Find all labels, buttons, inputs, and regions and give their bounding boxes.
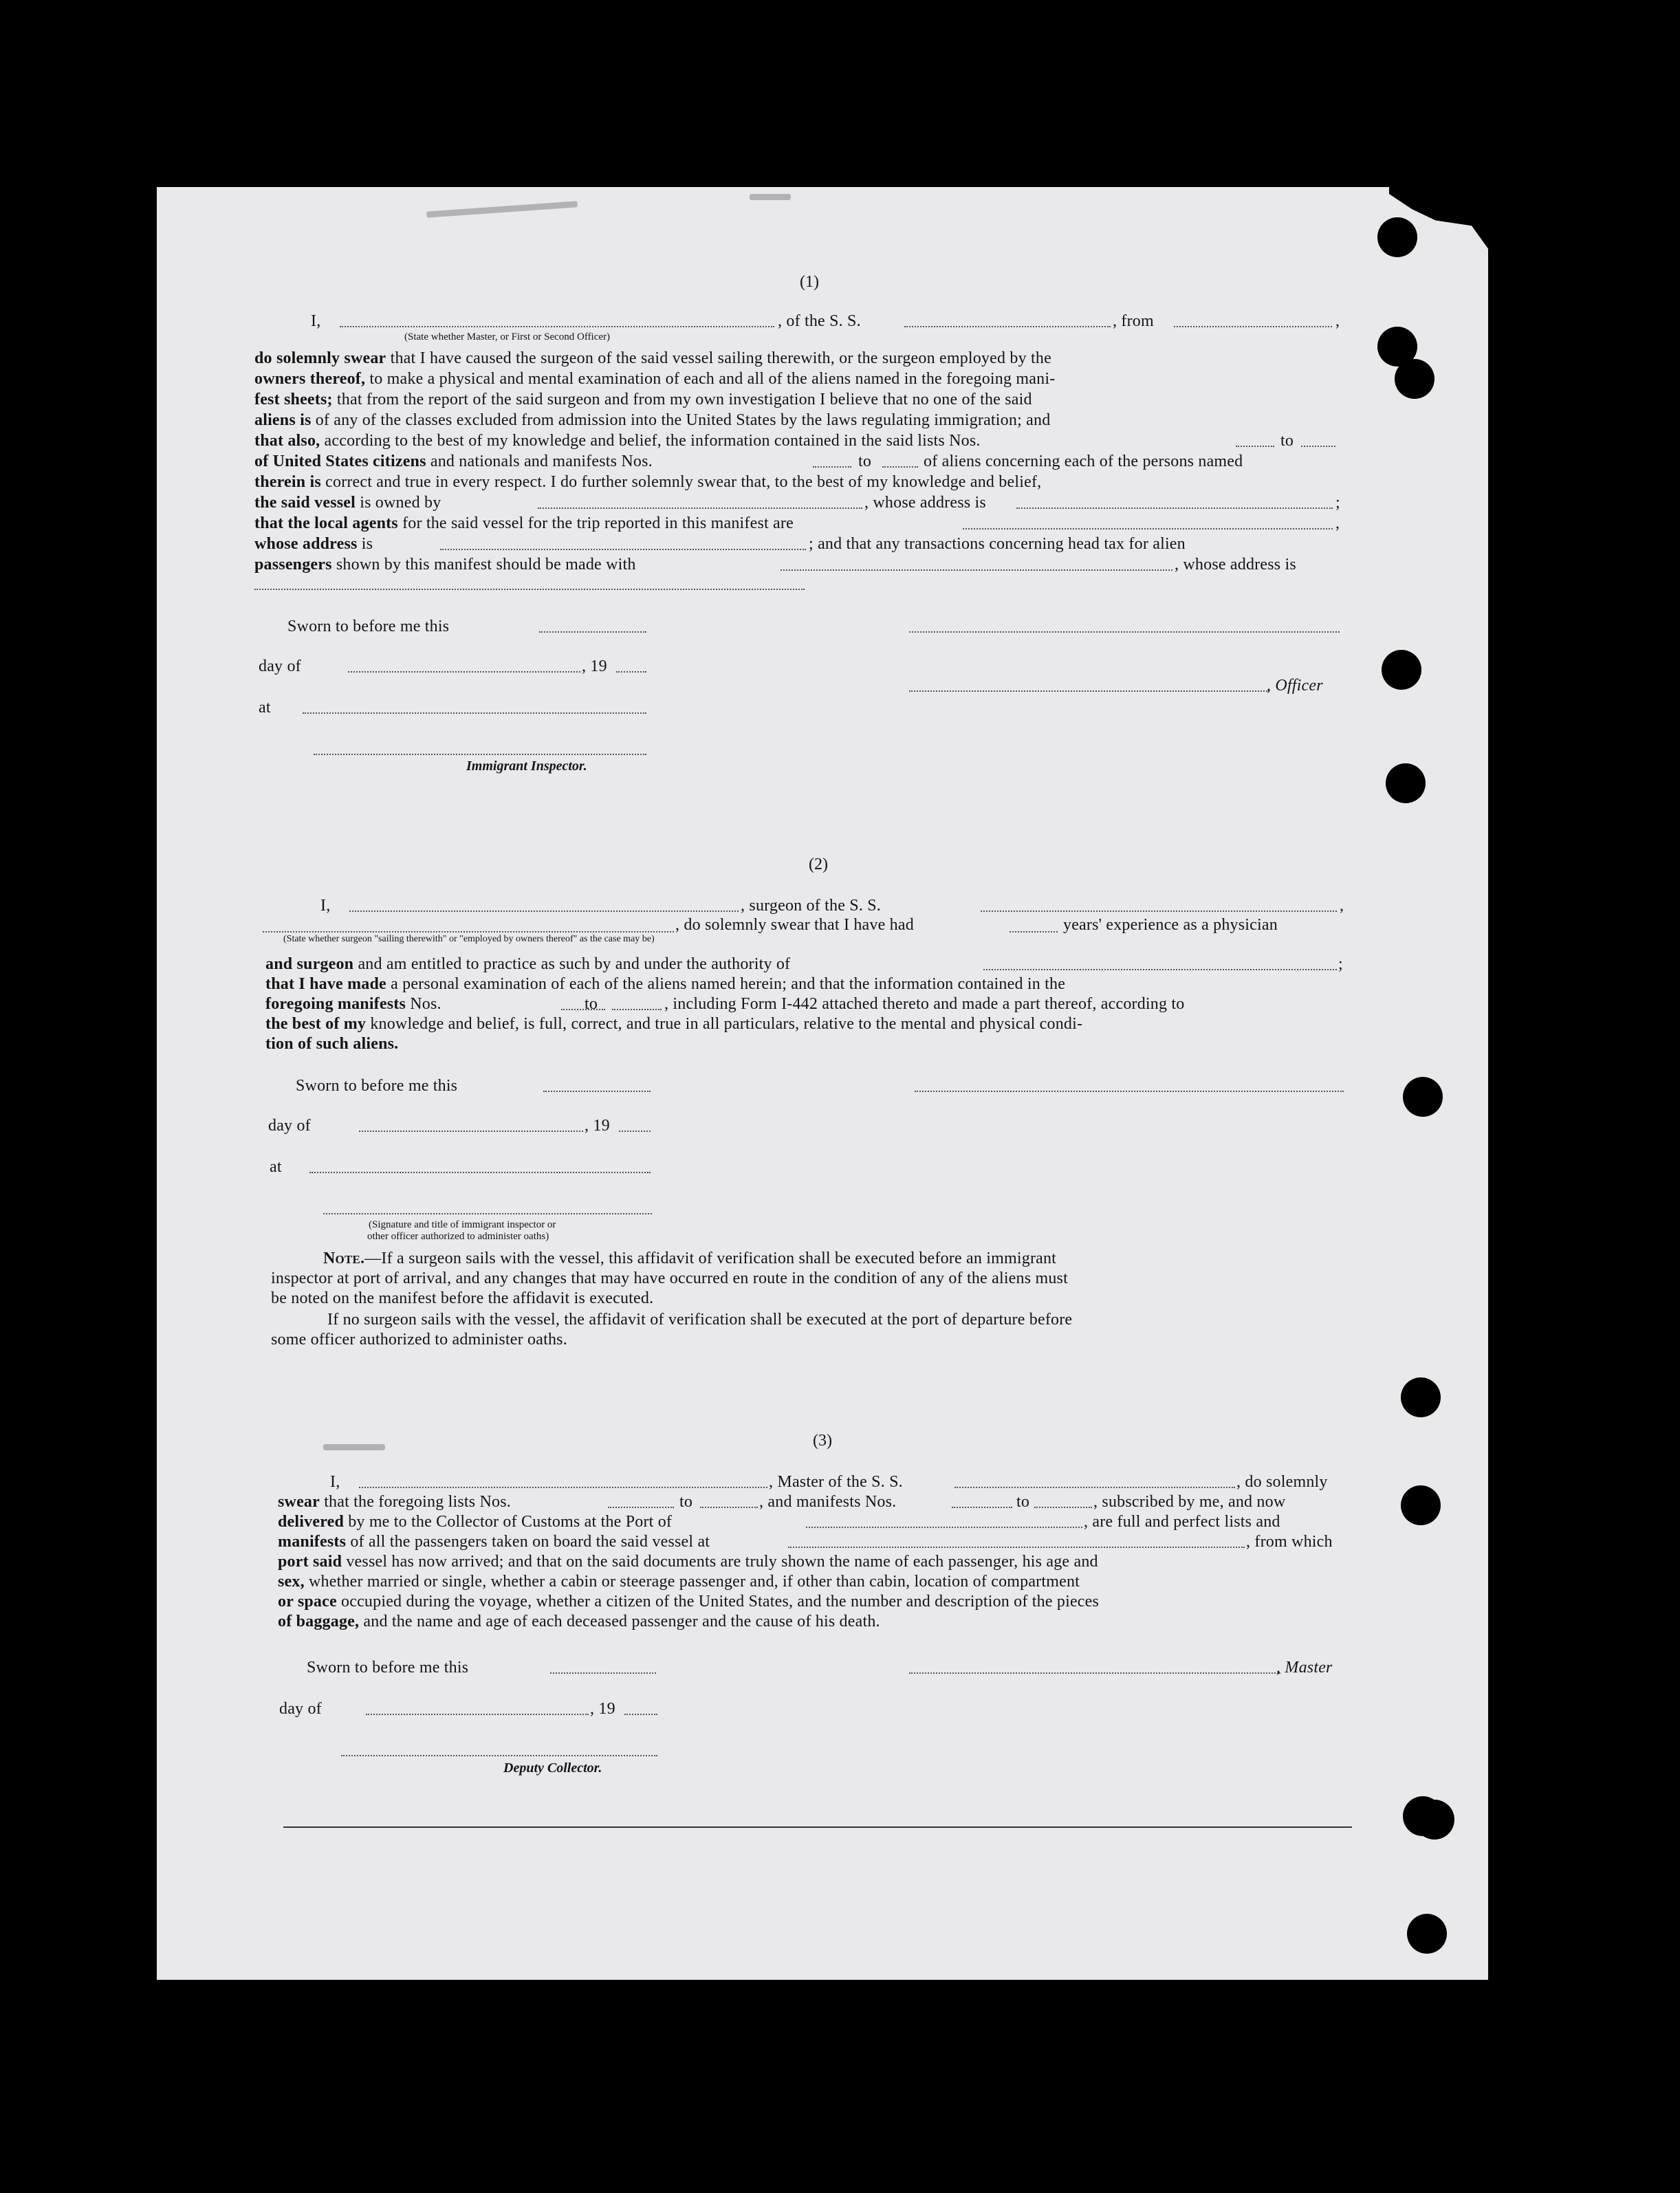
s1-lead-2: owners thereof, bbox=[254, 370, 366, 388]
blank-head-tax-party[interactable] bbox=[781, 569, 1172, 571]
s2-semicolon: ; bbox=[1338, 955, 1343, 973]
blank-s3-sworn-year[interactable] bbox=[624, 1714, 657, 1715]
punch-hole bbox=[1382, 650, 1421, 690]
s1-line-6a bbox=[254, 451, 653, 472]
blank-s3-lists-to[interactable] bbox=[700, 1507, 758, 1508]
s1-text-5: according to the best of my knowledge and belief, the information contained in the said lists Nos. bbox=[324, 432, 981, 450]
blank-s3-manifests-from[interactable] bbox=[952, 1507, 1012, 1508]
blank-s2-sworn-year[interactable] bbox=[619, 1131, 651, 1132]
s2-text-2: a personal examination of each of the aliens named herein; and that the information contained in the bbox=[391, 975, 1066, 993]
s1-nineteen: , 19 bbox=[582, 657, 607, 675]
blank-s2-sworn-day[interactable] bbox=[543, 1091, 651, 1092]
punch-hole bbox=[1401, 1485, 1441, 1525]
blank-s2-sworn-place[interactable] bbox=[309, 1172, 651, 1173]
blank-s3-vessel[interactable] bbox=[954, 1487, 1235, 1488]
s2-line-5: tion of such aliens. bbox=[265, 1035, 399, 1053]
blank-officer-signature[interactable] bbox=[909, 631, 1340, 633]
blank-owner[interactable] bbox=[538, 508, 862, 509]
s3-text-8: and the name and age of each deceased passenger and the cause of his death. bbox=[363, 1613, 880, 1630]
s2-lead-1: and surgeon bbox=[265, 955, 354, 973]
blank-from-port[interactable] bbox=[1174, 326, 1332, 327]
s1-of-ss: , of the S. S. bbox=[778, 312, 861, 330]
s1-line-9 bbox=[254, 513, 794, 534]
blank-s2-vessel[interactable] bbox=[981, 910, 1337, 912]
s3-master: , Master bbox=[1276, 1659, 1333, 1677]
s2-sig-note-2: other officer authorized to administer oaths) bbox=[367, 1231, 549, 1242]
s1-line-5 bbox=[254, 430, 981, 451]
s2-text-1a: and am entitled to practice as such by and under the authority of bbox=[358, 955, 791, 973]
s3-line-8 bbox=[278, 1611, 880, 1632]
s1-line-1 bbox=[254, 348, 1051, 369]
blank-officer-name[interactable] bbox=[340, 326, 774, 327]
blank-s3-sworn-day[interactable] bbox=[550, 1672, 656, 1674]
s2-lead-3: foregoing manifests bbox=[265, 995, 406, 1013]
s1-comma: , bbox=[1335, 312, 1340, 330]
punch-hole bbox=[1377, 217, 1417, 257]
s1-text-7: correct and true in every respect. I do further solemnly swear that, to the best of my knowledge and belief, bbox=[325, 473, 1042, 491]
blank-s3-sworn-month[interactable] bbox=[366, 1714, 589, 1715]
s3-text-4a: of all the passengers taken on board the said vessel at bbox=[350, 1533, 710, 1551]
s1-inspector-caption: Immigrant Inspector. bbox=[466, 759, 587, 774]
s3-i: I, bbox=[330, 1473, 340, 1491]
s3-text-2c: , subscribed by me, and now bbox=[1093, 1493, 1286, 1511]
s3-lead-5: port said bbox=[278, 1553, 342, 1571]
blank-surgeon-status[interactable] bbox=[263, 931, 674, 932]
s2-note-text-1: —If a surgeon sails with the vessel, this affidavit of verification shall be executed before an immigrant bbox=[364, 1250, 1057, 1267]
punch-hole bbox=[1407, 1914, 1447, 1954]
s1-line-10a bbox=[254, 534, 373, 554]
s1-sworn: Sworn to before me this bbox=[287, 618, 450, 635]
blank-years-experience[interactable] bbox=[1010, 931, 1058, 932]
s3-text-2b: , and manifests Nos. bbox=[759, 1493, 897, 1511]
s2-nineteen: , 19 bbox=[585, 1117, 610, 1135]
s1-state-note: (State whether Master, or First or Second Officer) bbox=[404, 331, 611, 342]
s1-text-3: that from the report of the said surgeon and from my own investigation I believe that no one of the said bbox=[336, 391, 1032, 408]
s1-lead-6: of United States citizens bbox=[254, 452, 426, 470]
s2-note-line-5: some officer authorized to administer oaths. bbox=[271, 1331, 567, 1349]
s1-text-4: of any of the classes excluded from admission into the United States by the laws regulating immigration; and bbox=[315, 411, 1051, 429]
blank-officer-title[interactable] bbox=[909, 690, 1269, 692]
s1-lead-4: aliens is bbox=[254, 411, 312, 429]
blank-s2-inspector-signature[interactable] bbox=[323, 1213, 652, 1214]
ink-smudge bbox=[750, 194, 791, 200]
blank-s2-manifests-to[interactable] bbox=[612, 1009, 662, 1010]
s1-text-8a: is owned by bbox=[360, 494, 441, 512]
s1-line-4 bbox=[254, 410, 1050, 430]
s1-line-7 bbox=[254, 472, 1041, 492]
blank-s2-manifests-from[interactable] bbox=[561, 1009, 605, 1010]
s1-text-8b: , whose address is bbox=[864, 494, 986, 512]
blank-vessel-name[interactable] bbox=[904, 326, 1111, 327]
s1-text-10a: is bbox=[361, 535, 373, 553]
blank-sworn-year[interactable] bbox=[616, 671, 646, 673]
s2-sig-note-1: (Signature and title of immigrant inspector or bbox=[369, 1219, 556, 1230]
s1-officer: , Officer bbox=[1267, 677, 1323, 695]
s1-lead-7: therein is bbox=[254, 473, 321, 491]
s1-comma-9: , bbox=[1335, 514, 1340, 532]
bottom-rule bbox=[283, 1826, 1352, 1828]
s1-lead-9: that the local agents bbox=[254, 514, 398, 532]
s3-line-5 bbox=[278, 1551, 1098, 1572]
section-3-heading: (3) bbox=[813, 1432, 832, 1450]
s2-line-1a bbox=[265, 954, 790, 974]
s2-text-4: knowledge and belief, is full, correct, and true in all particulars, relative to the mental and physical condi- bbox=[370, 1015, 1083, 1033]
s2-swear-had: , do solemnly swear that I have had bbox=[675, 916, 914, 934]
s1-text-11a: shown by this manifest should be made with bbox=[336, 556, 636, 574]
s2-note-line-1 bbox=[323, 1248, 1056, 1269]
s2-text-3b: , including Form I-442 attached thereto and made a part thereof, according to bbox=[664, 995, 1185, 1013]
s3-line-2a bbox=[278, 1492, 511, 1512]
s1-lead-3: fest sheets; bbox=[254, 391, 333, 408]
blank-inspector-signature[interactable] bbox=[314, 754, 646, 755]
s1-text-1: that I have caused the surgeon of the said vessel sailing therewith, or the surgeon employed by the bbox=[390, 349, 1051, 367]
blank-local-agents[interactable] bbox=[963, 528, 1333, 530]
s2-surgeon-of: , surgeon of the S. S. bbox=[741, 897, 881, 915]
s3-lead-6: sex, bbox=[278, 1573, 305, 1591]
s1-text-6a: and nationals and manifests Nos. bbox=[430, 452, 653, 470]
blank-lists-to[interactable] bbox=[1301, 446, 1335, 447]
section-1-heading: (1) bbox=[800, 273, 819, 291]
s2-to: to bbox=[585, 995, 598, 1013]
s2-text-3a: Nos. bbox=[410, 995, 441, 1013]
s1-text-11b: , whose address is bbox=[1175, 556, 1296, 574]
blank-port-of-embarkation[interactable] bbox=[788, 1547, 1245, 1548]
s2-note-line-4: If no surgeon sails with the vessel, the affidavit of verification shall be executed at the port of departure before bbox=[327, 1311, 1073, 1329]
ink-smudge bbox=[323, 1444, 385, 1450]
blank-s2-sworn-month[interactable] bbox=[359, 1131, 583, 1132]
s1-line-11a bbox=[254, 554, 636, 575]
blank-head-tax-address[interactable] bbox=[254, 589, 805, 590]
s2-years: years' experience as a physician bbox=[1063, 916, 1278, 934]
s3-sworn: Sworn to before me this bbox=[307, 1659, 469, 1677]
s1-to-2: to bbox=[858, 452, 872, 470]
s2-note-label: Note. bbox=[323, 1250, 365, 1267]
s1-from: , from bbox=[1113, 312, 1154, 330]
s2-state-note: (State whether surgeon "sailing therewith" or "employed by owners thereof" as the case may be) bbox=[283, 934, 655, 944]
blank-surgeon-signature[interactable] bbox=[915, 1091, 1344, 1092]
s1-lead-11: passengers bbox=[254, 556, 332, 574]
s2-lead-2: that I have made bbox=[265, 975, 386, 993]
s3-line-7 bbox=[278, 1591, 1099, 1612]
blank-master-name[interactable] bbox=[359, 1487, 767, 1488]
s2-line-3a bbox=[265, 994, 441, 1014]
s3-line-3a bbox=[278, 1512, 672, 1532]
s1-semicolon: ; bbox=[1335, 494, 1340, 512]
s3-nineteen: , 19 bbox=[590, 1700, 615, 1718]
s2-note-line-2: inspector at port of arrival, and any changes that may have occurred en route in the condition of any of the aliens must bbox=[271, 1269, 1068, 1287]
s3-lead-3: delivered bbox=[278, 1513, 345, 1531]
blank-agents-address[interactable] bbox=[440, 549, 806, 550]
blank-master-signature[interactable] bbox=[909, 1672, 1280, 1674]
s3-text-4b: , from which bbox=[1246, 1533, 1333, 1551]
s3-deputy-caption: Deputy Collector. bbox=[503, 1760, 602, 1776]
s1-line-3 bbox=[254, 389, 1032, 410]
s1-lead-10: whose address bbox=[254, 535, 358, 553]
blank-sworn-day[interactable] bbox=[539, 631, 646, 633]
punch-hole bbox=[1403, 1077, 1443, 1117]
s3-line-6 bbox=[278, 1571, 1080, 1592]
s3-text-2a: that the foregoing lists Nos. bbox=[324, 1493, 511, 1511]
s3-lead-4: manifests bbox=[278, 1533, 347, 1551]
s1-at: at bbox=[259, 699, 271, 717]
s1-text-10b: ; and that any transactions concerning head tax for alien bbox=[809, 535, 1186, 553]
punch-hole bbox=[1401, 1377, 1441, 1417]
s1-lead-8: the said vessel bbox=[254, 494, 356, 512]
s2-comma: , bbox=[1340, 897, 1344, 915]
s3-lead-8: of baggage, bbox=[278, 1613, 360, 1630]
blank-sworn-place[interactable] bbox=[303, 712, 646, 714]
s3-to-1: to bbox=[679, 1493, 693, 1511]
blank-port-of-delivery[interactable] bbox=[806, 1527, 1082, 1528]
s2-day-of: day of bbox=[268, 1117, 311, 1135]
s3-text-3a: by me to the Collector of Customs at the Port of bbox=[348, 1513, 673, 1531]
s1-line-2 bbox=[254, 369, 1055, 389]
blank-lists-from[interactable] bbox=[1236, 446, 1274, 447]
blank-sworn-month[interactable] bbox=[348, 671, 580, 673]
s1-line-8a bbox=[254, 492, 441, 513]
punch-hole bbox=[1386, 763, 1426, 803]
s3-to-2: to bbox=[1016, 1493, 1030, 1511]
s3-text-6: whether married or single, whether a cabin or steerage passenger and, if other than cabin, location of compartment bbox=[309, 1573, 1080, 1591]
punch-hole bbox=[1415, 1800, 1454, 1840]
s3-day-of: day of bbox=[279, 1700, 322, 1718]
s1-i: I, bbox=[311, 312, 321, 330]
blank-manifests-from[interactable] bbox=[813, 466, 851, 468]
s3-text-3b: , are full and perfect lists and bbox=[1084, 1513, 1280, 1531]
blank-surgeon-name[interactable] bbox=[349, 910, 739, 912]
s3-text-7: occupied during the voyage, whether a citizen of the United States, and the number and description of the pieces bbox=[341, 1593, 1100, 1611]
s1-text-9: for the said vessel for the trip reported in this manifest are bbox=[402, 514, 794, 532]
blank-owner-address[interactable] bbox=[1016, 508, 1333, 509]
s1-text-6b: of aliens concerning each of the persons named bbox=[924, 452, 1243, 470]
s1-text-2: to make a physical and mental examination of each and all of the aliens named in the foregoing mani- bbox=[369, 370, 1056, 388]
s2-line-4 bbox=[265, 1014, 1082, 1034]
s1-to-1: to bbox=[1280, 432, 1294, 450]
s1-day-of: day of bbox=[259, 657, 301, 675]
s1-lead-5: that also, bbox=[254, 432, 320, 450]
s1-lead-1: do solemnly swear bbox=[254, 349, 386, 367]
punch-hole bbox=[1395, 359, 1434, 399]
s2-lead-4: the best of my bbox=[265, 1015, 367, 1033]
s3-lead-2: swear bbox=[278, 1493, 320, 1511]
s3-line-4a bbox=[278, 1531, 710, 1552]
s2-i: I, bbox=[320, 897, 331, 915]
s2-at: at bbox=[270, 1158, 282, 1176]
blank-manifests-to[interactable] bbox=[882, 466, 918, 468]
s2-note-line-3: be noted on the manifest before the affidavit is executed. bbox=[271, 1289, 654, 1307]
s2-sworn: Sworn to before me this bbox=[296, 1077, 458, 1095]
s2-line-2 bbox=[265, 974, 1065, 994]
blank-s3-manifests-to[interactable] bbox=[1034, 1507, 1092, 1508]
s3-text-5: vessel has now arrived; and that on the said documents are truly shown the name of each passenger, his age and bbox=[346, 1553, 1098, 1571]
s3-lead-7: or space bbox=[278, 1593, 337, 1611]
deputy-signature-line[interactable] bbox=[341, 1755, 657, 1756]
blank-s3-lists-from[interactable] bbox=[608, 1507, 674, 1508]
blank-authority[interactable] bbox=[983, 969, 1337, 970]
s3-master-of: , Master of the S. S. bbox=[769, 1473, 903, 1491]
s3-do-solemnly: , do solemnly bbox=[1236, 1473, 1328, 1491]
section-2-heading: (2) bbox=[809, 855, 828, 873]
